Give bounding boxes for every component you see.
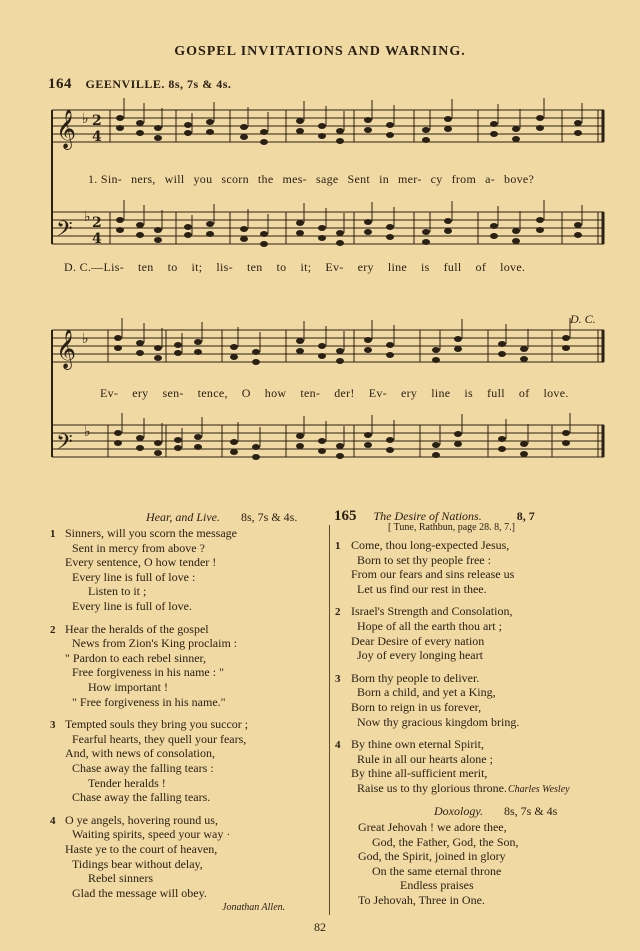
doxology-meter: 8s, 7s & 4s — [504, 804, 558, 818]
note-head — [296, 338, 304, 344]
lyric-syllable: a- — [485, 172, 496, 186]
note-head — [206, 129, 214, 135]
note-head — [512, 238, 520, 244]
note-head — [498, 446, 506, 452]
note-head — [296, 443, 304, 449]
verse-2 — [50, 621, 238, 710]
doxology-line: God, the Spirit, joined in glory — [358, 849, 506, 864]
note-head — [174, 437, 182, 443]
lyric-syllable: to — [276, 260, 287, 274]
verse-4 — [335, 737, 507, 795]
note-head — [154, 135, 162, 141]
note-head — [574, 130, 582, 136]
svg-text:2: 2 — [92, 215, 102, 231]
tune-name: GEENVILLE. — [85, 77, 165, 91]
doxology-title-text: Doxology. — [434, 804, 483, 818]
svg-text:♭: ♭ — [82, 331, 89, 347]
note-head — [536, 125, 544, 131]
note-head — [520, 451, 528, 457]
note-head — [512, 126, 520, 132]
page-header: GOSPEL INVITATIONS AND WARNING. — [174, 44, 466, 59]
note-head — [562, 440, 570, 446]
lyric-syllable: tence, — [197, 386, 228, 400]
note-head — [206, 119, 214, 125]
note-head — [252, 349, 260, 355]
note-head — [114, 335, 122, 341]
verse-line: Glad the message will obey. — [72, 885, 207, 900]
verse-number: 4 — [335, 739, 341, 752]
note-head — [318, 123, 326, 129]
note-head — [536, 227, 544, 233]
verse-line: Born a child, and yet a King, — [357, 685, 496, 700]
note-head — [174, 350, 182, 356]
note-head — [184, 122, 192, 128]
note-head — [114, 440, 122, 446]
note-head — [194, 349, 202, 355]
note-head — [454, 336, 462, 342]
lyric-syllable: O — [241, 386, 251, 400]
note-head — [336, 240, 344, 246]
treble-clef-icon: 𝄞 — [56, 329, 77, 369]
note-head — [386, 234, 394, 240]
note-head — [184, 130, 192, 136]
note-head — [336, 453, 344, 459]
treble-clef-icon: 𝄞 — [56, 109, 77, 149]
note-head — [318, 438, 326, 444]
note-head — [194, 339, 202, 345]
svg-text:4: 4 — [92, 231, 102, 247]
verse-line: Born thy people to deliver. — [351, 670, 480, 685]
lyrics-line-1-text — [88, 172, 543, 186]
hymn-right-meter: 8, 7 — [516, 509, 535, 523]
note-head — [562, 345, 570, 351]
lyric-syllable: of — [518, 386, 530, 400]
lyric-syllable: of — [475, 260, 487, 274]
note-head — [230, 354, 238, 360]
bass-clef-icon: 𝄢 — [56, 217, 73, 247]
note-head — [252, 454, 260, 460]
verse-line: Let us find our rest in thee. — [357, 581, 487, 596]
note-head — [386, 122, 394, 128]
verse-line: And, with news of consolation, — [65, 746, 215, 761]
note-head — [336, 348, 344, 354]
verse-line: Rebel sinners — [88, 871, 153, 886]
note-head — [230, 439, 238, 445]
note-head — [386, 224, 394, 230]
note-head — [364, 337, 372, 343]
lyrics-line-1 — [88, 172, 543, 187]
note-head — [364, 432, 372, 438]
note-head — [336, 443, 344, 449]
note-head — [318, 343, 326, 349]
verse-line: Sent in mercy from above ? — [72, 540, 205, 555]
note-head — [136, 130, 144, 136]
verse-line: Tender heralds ! — [88, 775, 166, 790]
note-head — [318, 225, 326, 231]
lyric-syllable: cy — [430, 172, 443, 186]
note-head — [490, 121, 498, 127]
verse-line: Raise us to thy glorious throne. — [357, 780, 507, 795]
note-head — [296, 220, 304, 226]
lyric-syllable: Sent — [347, 172, 371, 186]
note-head — [574, 120, 582, 126]
note-head — [364, 127, 372, 133]
note-head — [194, 444, 202, 450]
verse-line: Dear Desire of every nation — [351, 633, 485, 648]
note-head — [318, 133, 326, 139]
verse-line: Free forgiveness in his name : " — [72, 665, 224, 680]
verse-line: O ye angels, hovering round us, — [65, 812, 218, 827]
note-head — [422, 229, 430, 235]
verse-line: From our fears and sins release us — [351, 567, 515, 582]
doxology-line: On the same eternal throne — [372, 863, 502, 878]
lyric-syllable: in — [379, 172, 389, 186]
lyric-syllable: is — [421, 260, 430, 274]
lyric-syllable: mer- — [398, 172, 422, 186]
note-head — [386, 447, 394, 453]
note-head — [252, 444, 260, 450]
verse-line: Now thy gracious kingdom bring. — [357, 714, 520, 729]
verse-line: " Free forgiveness in his name." — [72, 694, 226, 709]
note-head — [364, 347, 372, 353]
verse-line: Israel's Strength and Consolation, — [351, 604, 513, 619]
note-head — [296, 118, 304, 124]
note-head — [336, 230, 344, 236]
note-head — [174, 445, 182, 451]
lyric-syllable: ners, — [131, 172, 156, 186]
note-head — [498, 341, 506, 347]
lyric-syllable: love. — [543, 386, 569, 400]
note-head — [454, 346, 462, 352]
note-head — [116, 115, 124, 121]
note-head — [240, 226, 248, 232]
verse-line: Every line is full of love. — [72, 598, 192, 613]
note-head — [432, 442, 440, 448]
note-head — [562, 335, 570, 341]
note-head — [296, 128, 304, 134]
note-head — [562, 430, 570, 436]
hymn-left-title — [146, 510, 297, 525]
column-divider — [329, 525, 330, 915]
verse-line: Sinners, will you scorn the message — [65, 526, 237, 540]
note-head — [336, 358, 344, 364]
verse-number: 2 — [335, 606, 341, 619]
hymn-right-author: Charles Wesley — [508, 784, 570, 795]
verse-3 — [50, 717, 249, 805]
note-head — [444, 218, 452, 224]
page-number: 82 — [314, 920, 326, 934]
lyric-syllable: the — [257, 172, 274, 186]
verse-line: How important ! — [88, 679, 168, 694]
verse-3 — [335, 670, 520, 729]
lyric-syllable: sen- — [162, 386, 184, 400]
note-head — [512, 228, 520, 234]
hymn-number-165: 165 — [334, 508, 357, 524]
note-head — [364, 229, 372, 235]
note-head — [432, 452, 440, 458]
verse-number: 1 — [335, 540, 341, 552]
verse-number: 3 — [50, 719, 56, 732]
doxology-line: To Jehovah, Three in One. — [358, 892, 485, 907]
note-head — [240, 124, 248, 130]
lyric-syllable: ery — [132, 386, 149, 400]
note-head — [260, 139, 268, 145]
note-head — [490, 131, 498, 137]
note-head — [184, 224, 192, 230]
svg-text:4: 4 — [92, 129, 102, 145]
note-head — [536, 217, 544, 223]
lyric-syllable: ery — [400, 386, 418, 400]
note-head — [318, 448, 326, 454]
lyric-syllable: from — [451, 172, 477, 186]
note-head — [574, 222, 582, 228]
note-head — [154, 227, 162, 233]
note-head — [174, 342, 182, 348]
verse-number: 3 — [335, 672, 341, 685]
note-head — [336, 138, 344, 144]
svg-text:♭: ♭ — [82, 111, 89, 127]
note-head — [252, 359, 260, 365]
lyric-syllable: 1. Sin- — [88, 172, 123, 186]
note-head — [136, 435, 144, 441]
note-head — [154, 237, 162, 243]
verse-line: Waiting spirits, speed your way · — [72, 827, 231, 842]
lyrics-line-2-text — [100, 386, 583, 400]
verse-1 — [335, 538, 515, 596]
note-head — [386, 437, 394, 443]
note-head — [422, 239, 430, 245]
staff-treble-1 — [52, 110, 604, 142]
note-head — [296, 230, 304, 236]
lyric-syllable: line — [431, 386, 451, 400]
verse-line: By thine own eternal Spirit, — [351, 737, 484, 752]
lyric-syllable: mes- — [282, 172, 307, 186]
lyric-syllable: ery — [357, 260, 374, 274]
dc-mark: D. C. — [570, 312, 596, 326]
lyric-syllable: Ev- — [368, 386, 387, 400]
note-head — [260, 241, 268, 247]
note-head — [490, 223, 498, 229]
note-head — [386, 132, 394, 138]
svg-text:2: 2 — [92, 113, 102, 129]
note-head — [336, 128, 344, 134]
note-head — [432, 357, 440, 363]
note-head — [116, 227, 124, 233]
doxology-line: God, the Father, God, the Son, — [372, 834, 519, 849]
note-head — [154, 450, 162, 456]
verse-number: 1 — [50, 528, 56, 540]
verse-1 — [50, 526, 237, 614]
lyric-syllable: you — [193, 172, 213, 186]
lyric-syllable: how — [264, 386, 287, 400]
note-head — [240, 236, 248, 242]
note-head — [520, 346, 528, 352]
note-head — [498, 436, 506, 442]
note-head — [432, 347, 440, 353]
note-head — [136, 340, 144, 346]
note-head — [364, 117, 372, 123]
note-head — [206, 221, 214, 227]
note-head — [206, 231, 214, 237]
verse-4 — [50, 812, 231, 901]
verse-line: Haste ye to the court of heaven, — [65, 841, 218, 856]
note-head — [444, 228, 452, 234]
note-head — [454, 431, 462, 437]
note-head — [498, 351, 506, 357]
note-head — [444, 126, 452, 132]
verse-line: Hear the heralds of the gospel — [65, 621, 209, 636]
hymn-left-author: Jonathan Allen. — [222, 902, 286, 913]
note-head — [490, 233, 498, 239]
hymn-right-tune-ref: [ Tune, Rathbun, page 28. 8, 7.] — [388, 522, 515, 533]
note-head — [512, 136, 520, 142]
verse-line: News from Zion's King proclaim : — [72, 636, 238, 651]
lyric-syllable: der! — [334, 386, 355, 400]
lyric-syllable: scorn — [221, 172, 249, 186]
doxology-verse — [358, 820, 618, 908]
verse-line: Every line is full of love : — [72, 569, 196, 584]
verse-line: Every sentence, O how tender ! — [65, 555, 217, 570]
note-head — [260, 231, 268, 237]
lyric-syllable: ten — [246, 260, 263, 274]
lyric-syllable: bove? — [504, 172, 535, 186]
verse-line: Rule in all our hearts alone ; — [357, 751, 493, 766]
lyric-syllable: to — [167, 260, 178, 274]
lyric-syllable: lis- — [216, 260, 233, 274]
note-head — [114, 430, 122, 436]
verse-line: Tidings bear without delay, — [72, 856, 203, 871]
lyrics-dc-line — [64, 260, 539, 275]
note-head — [422, 127, 430, 133]
note-head — [154, 355, 162, 361]
verse-line: Joy of every longing heart — [357, 648, 483, 663]
doxology-line: Endless praises — [400, 878, 474, 893]
note-head — [520, 441, 528, 447]
verse-line: By thine all-sufficient merit, — [351, 766, 488, 781]
lyric-syllable: will — [164, 172, 185, 186]
note-head — [240, 134, 248, 140]
note-head — [230, 449, 238, 455]
note-head — [116, 217, 124, 223]
note-head — [154, 345, 162, 351]
note-head — [454, 441, 462, 447]
note-head — [296, 348, 304, 354]
verse-2 — [335, 604, 513, 663]
doxology-line: Great Jehovah ! we adore thee, — [358, 820, 507, 834]
note-head — [154, 125, 162, 131]
lyric-syllable: is — [464, 386, 474, 400]
lyric-syllable: full — [443, 260, 462, 274]
note-head — [136, 350, 144, 356]
note-head — [194, 434, 202, 440]
lyric-syllable: ten — [138, 260, 154, 274]
verse-line: Hope of all the earth thou art ; — [357, 618, 502, 633]
lyric-syllable: Ev- — [100, 386, 119, 400]
hymn-left-meter: 8s, 7s & 4s. — [241, 510, 298, 524]
note-head — [386, 342, 394, 348]
bass-clef-icon: 𝄢 — [56, 430, 73, 460]
tune-meter: 8s, 7s & 4s. — [168, 77, 232, 91]
verse-line: Born to set thy people free : — [357, 552, 491, 567]
note-head — [260, 129, 268, 135]
lyrics-line-2 — [100, 386, 583, 401]
hymn-left-title-text: Hear, and Live. — [146, 510, 220, 524]
staff-bass-1 — [52, 212, 604, 244]
note-head — [114, 345, 122, 351]
note-head — [364, 219, 372, 225]
note-head — [296, 433, 304, 439]
verse-line: Chase away the falling tears. — [72, 790, 211, 805]
note-head — [364, 442, 372, 448]
lyric-syllable: Ev- — [325, 260, 344, 274]
verse-line: Tempted souls they bring you succor ; — [65, 717, 249, 732]
note-head — [230, 344, 238, 350]
note-head — [136, 222, 144, 228]
svg-text:♭: ♭ — [84, 424, 91, 440]
note-head — [422, 137, 430, 143]
note-head — [136, 232, 144, 238]
note-head — [136, 120, 144, 126]
verse-line: Fearful hearts, they quell your fears, — [72, 731, 247, 746]
verse-line: Listen to it ; — [88, 584, 147, 599]
verse-number: 2 — [50, 623, 56, 636]
verse-line: Come, thou long-expected Jesus, — [351, 538, 510, 552]
lyric-syllable: full — [487, 386, 505, 400]
note-head — [386, 352, 394, 358]
doxology-title — [434, 804, 557, 819]
note-head — [318, 353, 326, 359]
note-head — [136, 445, 144, 451]
hymn-right-title-text: The Desire of Nations. — [373, 509, 482, 523]
note-head — [536, 115, 544, 121]
verse-line: " Pardon to each rebel sinner, — [65, 650, 207, 665]
lyric-syllable: ten- — [300, 386, 321, 400]
note-head — [116, 125, 124, 131]
lyric-syllable: it; — [300, 260, 312, 274]
note-head — [184, 232, 192, 238]
note-head — [154, 440, 162, 446]
note-head — [574, 232, 582, 238]
lyric-syllable: love. — [500, 260, 526, 274]
lyric-syllable: sage — [315, 172, 339, 186]
lyrics-dc-line-text — [64, 260, 539, 274]
note-head — [318, 235, 326, 241]
lyric-syllable: it; — [191, 260, 203, 274]
verse-number: 4 — [50, 814, 56, 827]
lyric-syllable: D. C.—Lis- — [64, 260, 124, 274]
note-head — [520, 356, 528, 362]
verse-line: Chase away the falling tears : — [72, 760, 214, 775]
svg-text:♭: ♭ — [84, 209, 91, 225]
verse-line: Born to reign in us forever, — [351, 699, 482, 714]
note-head — [444, 116, 452, 122]
lyric-syllable: line — [387, 260, 408, 274]
hymn-number-164: 164 — [48, 76, 72, 92]
